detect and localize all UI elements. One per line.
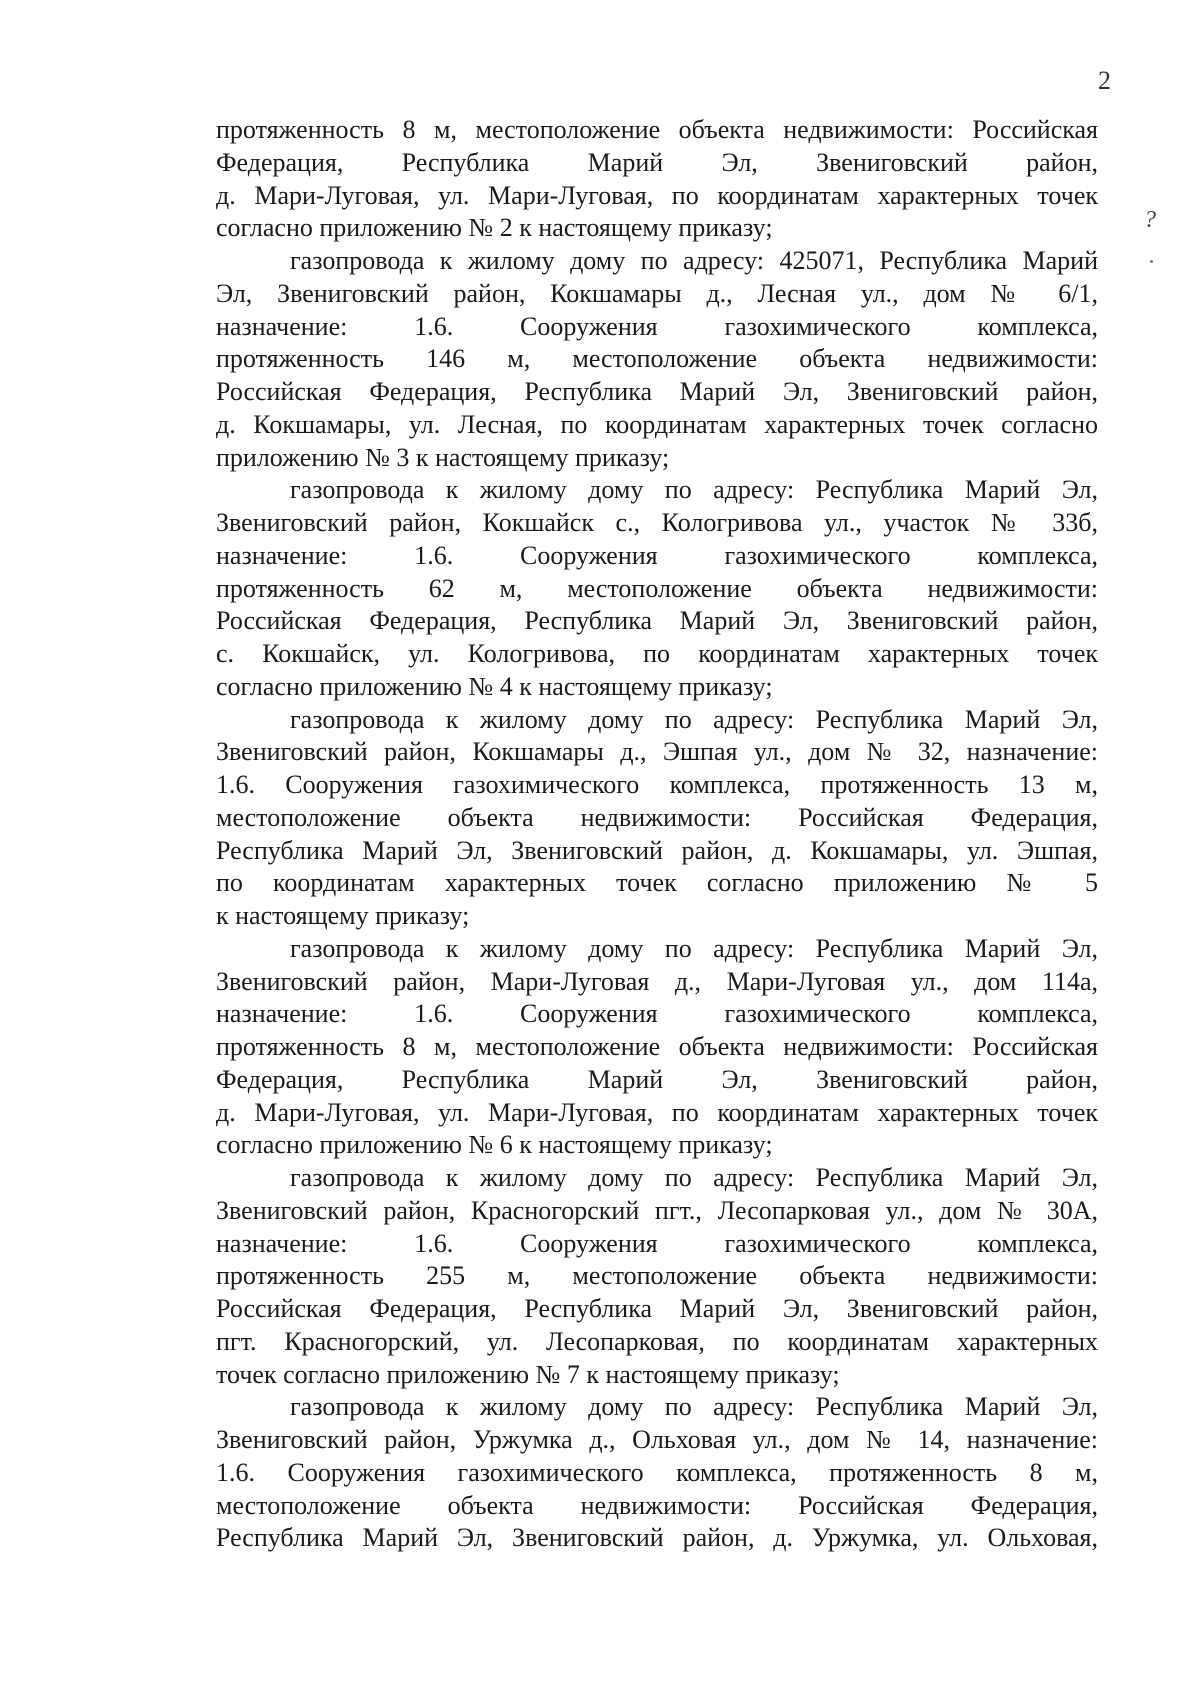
text-line: 1.6. Сооружения газохимического комплекса, протяженность 13 м, (216, 770, 1098, 799)
text-line: точек согласно приложению № 7 к настоящему приказу; (216, 1359, 840, 1389)
text-line: Звениговский район, Уржумка д., Ольховая ул., дом № 14, назначение: (216, 1425, 1098, 1454)
text-line: согласно приложению № 2 к настоящему приказу; (216, 213, 773, 243)
margin-handwritten-mark: ? (1144, 207, 1156, 233)
text-line: к настоящему приказу; (216, 901, 470, 930)
text-line: пгт. Красногорский, ул. Лесопарковая, по координатам характерных (216, 1326, 1098, 1356)
text-line: 1.6. Сооружения газохимического комплекса, протяженность 8 м, (216, 1457, 1098, 1487)
paragraph (216, 1391, 1098, 1555)
text-line: согласно приложению № 6 к настоящему приказу; (216, 1130, 773, 1160)
text-line: местоположение объекта недвижимости: Российская Федерация, (216, 1490, 1098, 1520)
text-line: приложению № 3 к настоящему приказу; (216, 442, 670, 472)
text-line: газопровода к жилому дому по адресу: Республика Марий Эл, (290, 1163, 1098, 1192)
paragraph (216, 704, 1098, 933)
paragraph (216, 1162, 1098, 1391)
text-line: назначение: 1.6. Сооружения газохимического комплекса, (216, 1228, 1098, 1258)
page-number: 2 (1098, 66, 1111, 95)
text-line: Российская Федерация, Республика Марий Эл, Звениговский район, (216, 1294, 1098, 1323)
text-line: с. Кокшайск, ул. Кологривова, по координатам характерных точек (216, 639, 1098, 668)
text-line: Звениговский район, Кокшайск с., Кологривова ул., участок № 33б, (216, 508, 1098, 537)
text-line: газопровода к жилому дому по адресу: Республика Марий Эл, (290, 1392, 1098, 1422)
paragraph (216, 245, 1098, 474)
text-line: Российская Федерация, Республика Марий Эл, Звениговский район, (216, 377, 1098, 406)
text-line: Республика Марий Эл, Звениговский район, д. Кокшамары, ул. Эшпая, (216, 835, 1098, 865)
text-line: газопровода к жилому дому по адресу: Республика Марий Эл, (290, 475, 1098, 505)
text-line: протяженность 255 м, местоположение объекта недвижимости: (216, 1261, 1098, 1291)
text-line: согласно приложению № 4 к настоящему приказу; (216, 671, 773, 701)
text-line: Звениговский район, Кокшамары д., Эшпая ул., дом № 32, назначение: (216, 737, 1098, 767)
text-line: газопровода к жилому дому по адресу: 425071, Республика Марий (290, 246, 1098, 275)
text-line: протяженность 62 м, местоположение объекта недвижимости: (216, 573, 1098, 603)
text-line: Звениговский район, Мари-Луговая д., Мари-Луговая ул., дом 114а, (216, 966, 1098, 996)
text-line: местоположение объекта недвижимости: Российская Федерация, (216, 802, 1098, 832)
text-line: д. Мари-Луговая, ул. Мари-Луговая, по координатам характерных точек (216, 1097, 1098, 1127)
text-line: Эл, Звениговский район, Кокшамары д., Лесная ул., дом № 6/1, (216, 278, 1098, 308)
text-line: газопровода к жилому дому по адресу: Республика Марий Эл, (290, 704, 1098, 734)
text-line: протяженность 8 м, местоположение объекта недвижимости: Российская (216, 115, 1098, 144)
paragraph (216, 933, 1098, 1162)
text-line: назначение: 1.6. Сооружения газохимического комплекса, (216, 540, 1098, 570)
paragraph (216, 474, 1098, 703)
text-line: Республика Марий Эл, Звениговский район, д. Уржумка, ул. Ольховая, (216, 1523, 1098, 1553)
text-line: Российская Федерация, Республика Марий Эл, Звениговский район, (216, 606, 1098, 636)
text-line: д. Кокшамары, ул. Лесная, по координатам характерных точек согласно (216, 409, 1098, 439)
text-line: назначение: 1.6. Сооружения газохимического комплекса, (216, 311, 1098, 341)
paragraph (216, 114, 1098, 245)
margin-dot (1150, 260, 1153, 263)
text-line: д. Мари-Луговая, ул. Мари-Луговая, по координатам характерных точек (216, 180, 1098, 210)
text-line: газопровода к жилому дому по адресу: Республика Марий Эл, (290, 933, 1098, 963)
text-line: Звениговский район, Красногорский пгт., Лесопарковая ул., дом № 30А, (216, 1195, 1098, 1225)
text-line: Федерация, Республика Марий Эл, Звениговский район, (216, 1064, 1098, 1094)
text-line: Федерация, Республика Марий Эл, Звениговский район, (216, 147, 1098, 177)
text-line: назначение: 1.6. Сооружения газохимического комплекса, (216, 999, 1098, 1029)
text-line: протяженность 8 м, местоположение объекта недвижимости: Российская (216, 1032, 1098, 1061)
text-line: протяженность 146 м, местоположение объекта недвижимости: (216, 344, 1098, 374)
document-body (216, 114, 1098, 1555)
text-line: по координатам характерных точек согласно приложению № 5 (216, 868, 1098, 898)
